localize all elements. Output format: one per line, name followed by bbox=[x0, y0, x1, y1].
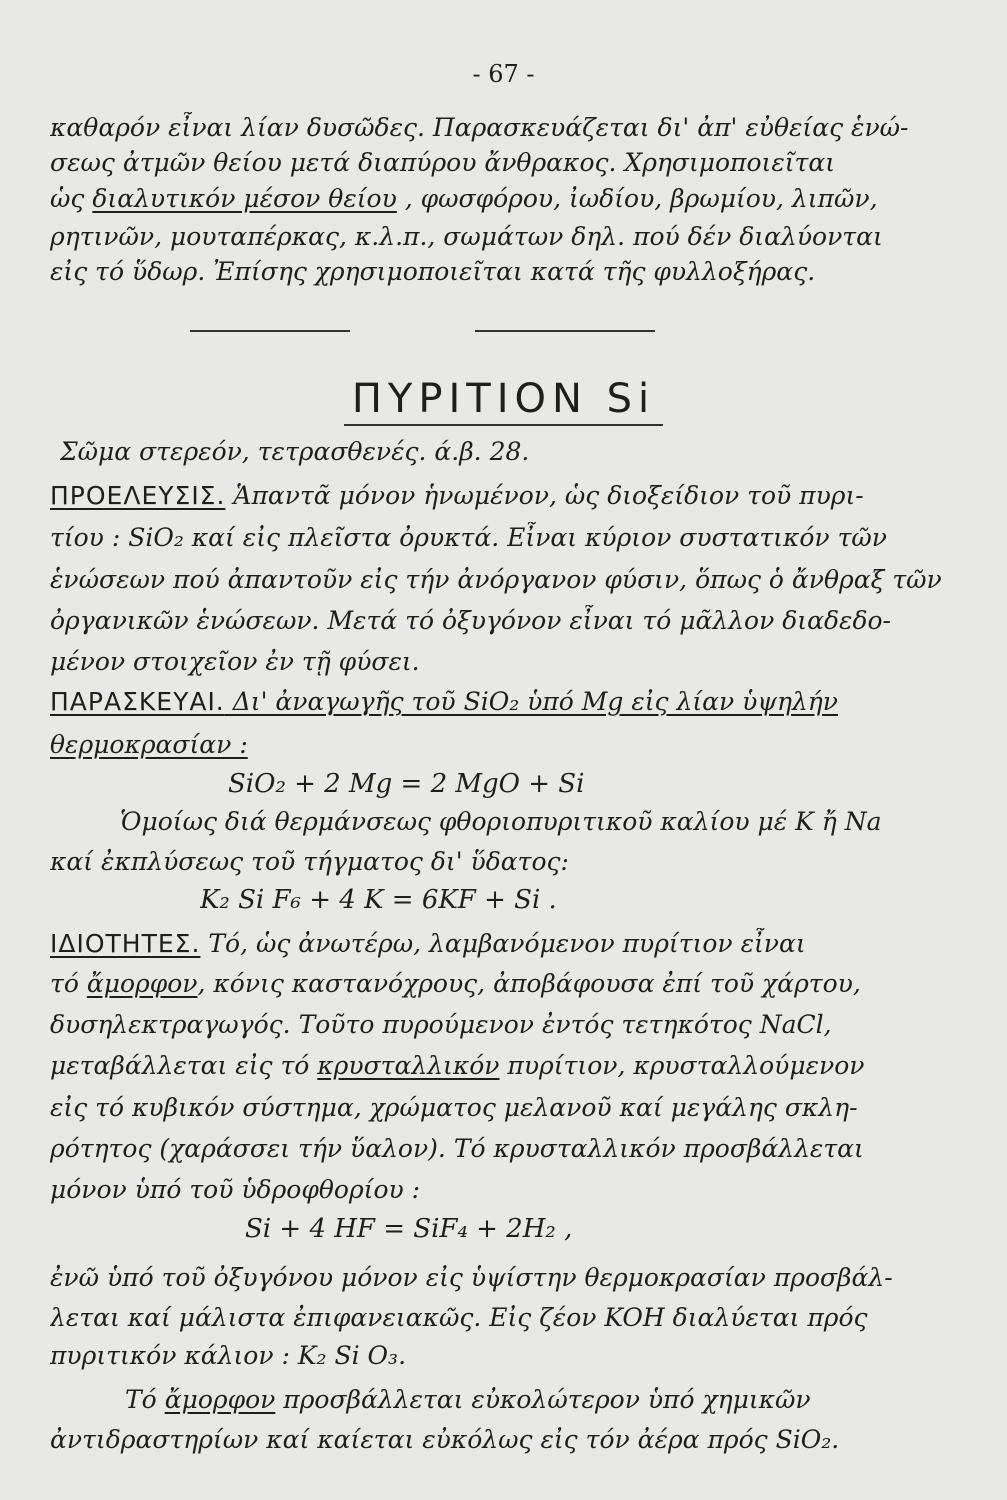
line-10: καί ἐκπλύσεως τοῦ τήγματος δι' ὕδατος: bbox=[50, 847, 569, 876]
line-14 bbox=[50, 1050, 955, 1082]
heading-properties: ΙΔΙΟΤΗΤΕΣ. bbox=[50, 929, 201, 958]
line-21-start: Τό bbox=[125, 1385, 165, 1414]
line-13: δυσηλεκτραγωγός. Τοῦτο πυρούμενον ἐντός τετηκότος NaCl, bbox=[50, 1010, 832, 1039]
equation-1: SiO₂ + 2 Mg = 2 MgO + Si bbox=[228, 769, 585, 799]
equation-3: Si + 4 HF = SiF₄ + 2H₂ , bbox=[245, 1214, 573, 1244]
line-16: ρότητος (χαράσσει τήν ὕαλον). Τό κρυσταλλικόν προσβάλλεται bbox=[50, 1134, 864, 1163]
line-14-end: πυρίτιον, κρυσταλλούμενον bbox=[499, 1051, 865, 1080]
section-title-text: ΠΥΡΙΤΙΟΝ Si bbox=[344, 376, 663, 426]
line-8: θερμοκρασίαν : bbox=[50, 730, 248, 759]
intro-line-2: σεως ἀτμῶν θείου μετά διαπύρου ἄνθρακος. Χρησιμοποιεῖται bbox=[50, 148, 836, 177]
line-17: μόνον ὑπό τοῦ ὑδροφθορίου : bbox=[50, 1175, 421, 1204]
intro-line-5: εἰς τό ὕδωρ. Ἐπίσης χρησιμοποιεῖται κατά τῆς φυλλοξήρας. bbox=[50, 257, 816, 286]
intro-line-3 bbox=[50, 183, 955, 215]
line-11-text: Τό, ὡς ἀνωτέρω, λαμβανόμενον πυρίτιον εἶναι bbox=[200, 929, 806, 958]
line-19: λεται καί μάλιστα ἐπιφανειακῶς. Εἰς ζέον KOH διαλύεται πρός bbox=[50, 1303, 868, 1332]
separator-left bbox=[190, 330, 350, 332]
line-5: ὀργανικῶν ἑνώσεων. Μετά τό ὀξυγόνον εἶναι τό μᾶλλον διαδεδο- bbox=[50, 606, 892, 635]
intro-line-3-start: ὡς bbox=[50, 184, 93, 213]
line-21 bbox=[125, 1384, 955, 1416]
line-20: πυριτικόν κάλιον : K₂ Si O₃. bbox=[50, 1341, 407, 1370]
heading-preparations: ΠΑΡΑΣΚΕΥΑΙ. bbox=[50, 687, 225, 716]
line-21-end: προσβάλλεται εὐκολώτερον ὑπό χημικῶν bbox=[275, 1385, 811, 1414]
line-6: μένον στοιχεῖον ἐν τῇ φύσει. bbox=[50, 647, 420, 676]
line-3: τίου : SiO₂ καί εἰς πλεῖστα ὀρυκτά. Εἶναι κύριον συστατικόν τῶν bbox=[50, 523, 887, 552]
page-number: - 67 - bbox=[472, 60, 535, 88]
line-2 bbox=[50, 480, 955, 512]
intro-line-4: ρητινῶν, μουταπέρκας, κ.λ.π., σωμάτων δηλ. πού δέν διαλύονται bbox=[50, 222, 883, 251]
line-12-end: , κόνις καστανόχρους, ἀποβάφουσα ἐπί τοῦ χάρτου, bbox=[197, 969, 861, 998]
line-2-text: Ἁπαντᾶ μόνον ἡνωμένον, ὡς διοξείδιον τοῦ πυρι- bbox=[225, 481, 864, 510]
line-12 bbox=[50, 968, 955, 1000]
line-12-start: τό bbox=[50, 969, 87, 998]
line-7-text: Δι' ἀναγωγῆς τοῦ SiO₂ ὑπό Mg εἰς λίαν ὑψηλήν bbox=[224, 687, 838, 716]
heading-origin: ΠΡΟΕΛΕΥΣΙΣ. bbox=[50, 481, 226, 510]
section-title bbox=[0, 376, 1007, 422]
line-4: ἑνώσεων πού ἀπαντοῦν εἰς τήν ἀνόργανον φύσιν, ὅπως ὁ ἄνθραξ τῶν bbox=[50, 565, 942, 594]
separator-right bbox=[475, 330, 655, 332]
line-1: Σῶμα στερεόν, τετρασθενές. ά.β. 28. bbox=[60, 437, 530, 466]
line-18: ἐνῶ ὑπό τοῦ ὀξυγόνου μόνον εἰς ὑψίστην θερμοκρασίαν προσβάλ- bbox=[50, 1263, 893, 1292]
line-11 bbox=[50, 928, 955, 960]
underlined-term-crystalline: κρυσταλλικόν bbox=[317, 1051, 500, 1080]
underlined-term-amorphous-2: ἄμορφον bbox=[164, 1385, 276, 1414]
equation-2: K₂ Si F₆ + 4 K = 6KF + Si . bbox=[200, 885, 557, 915]
intro-line-3-end: , φωσφόρου, ἰωδίου, βρωμίου, λιπῶν, bbox=[396, 184, 878, 213]
intro-line-1: καθαρόν εἶναι λίαν δυσῶδες. Παρασκευάζεται δι' ἀπ' εὐθείας ἑνώ- bbox=[50, 113, 909, 142]
underlined-term-amorphous: ἄμορφον bbox=[86, 969, 198, 998]
line-22: ἀντιδραστηρίων καί καίεται εὐκόλως εἰς τόν ἀέρα πρός SiO₂. bbox=[50, 1425, 840, 1454]
line-9: Ὁμοίως διά θερμάνσεως φθοριοπυριτικοῦ καλίου μέ Κ ἤ Na bbox=[120, 807, 882, 836]
underlined-term-solvent: διαλυτικόν μέσον θείου bbox=[92, 184, 397, 213]
line-14-start: μεταβάλλεται εἰς τό bbox=[50, 1051, 318, 1080]
line-7 bbox=[50, 686, 955, 718]
line-15: εἰς τό κυβικόν σύστημα, χρώματος μελανοῦ καί μεγάλης σκλη- bbox=[50, 1093, 858, 1122]
